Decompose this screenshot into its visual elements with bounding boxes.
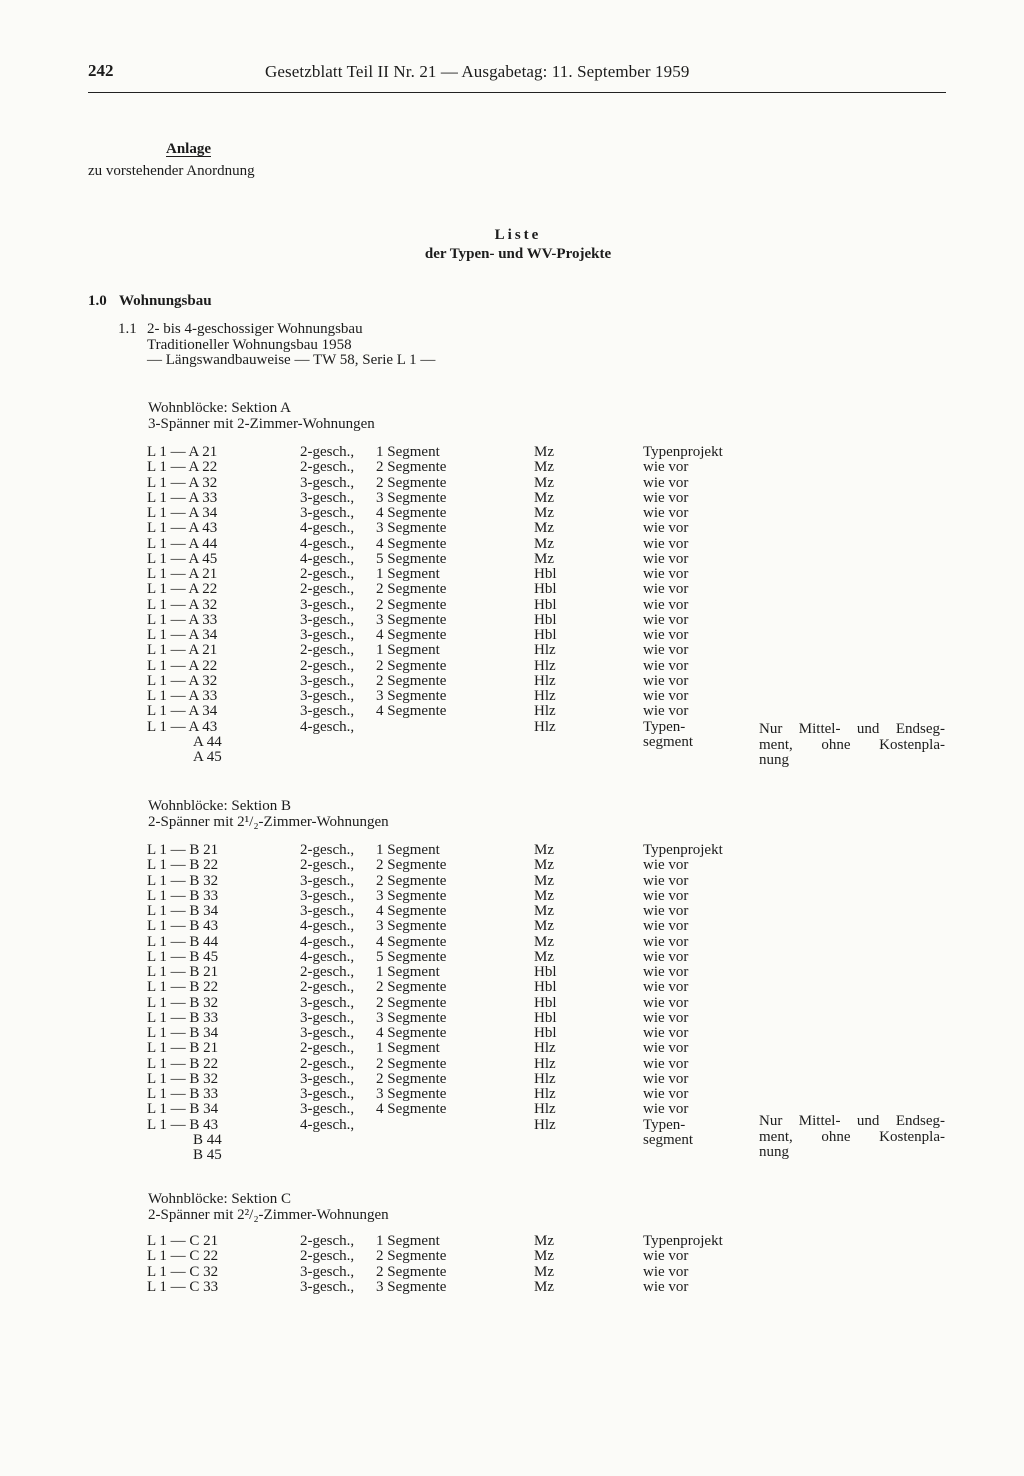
segments: 1 Segment: [376, 642, 440, 659]
material: Mz: [534, 872, 554, 889]
status: wie vor: [643, 688, 689, 704]
material: Mz: [534, 1263, 554, 1280]
project-code: L 1 — B 32: [147, 872, 219, 889]
project-code: A 45: [193, 749, 222, 765]
floors: 2-gesch.,: [300, 566, 355, 582]
subsection-line: 2- bis 4-geschossiger Wohnungsbau: [147, 321, 363, 337]
floors: 2-gesch.,: [300, 964, 355, 980]
table-row: [0, 643, 1024, 658]
project-code: L 1 — B 22: [147, 857, 219, 874]
status: wie vor: [643, 933, 689, 950]
project-code: L 1 — A 33: [147, 611, 218, 628]
status: wie vor: [643, 1040, 689, 1057]
status: wie vor: [643, 1086, 689, 1102]
material: Mz: [534, 535, 554, 552]
project-code: L 1 — A 34: [147, 505, 218, 521]
segments: 4 Segmente: [376, 703, 447, 720]
status: wie vor: [643, 1025, 689, 1041]
material: Mz: [534, 1278, 554, 1295]
status: wie vor: [643, 979, 689, 996]
floors: 3-gesch.,: [300, 872, 355, 889]
material: Hlz: [534, 657, 556, 674]
material: Hlz: [534, 1086, 556, 1102]
segments: 1 Segment: [376, 964, 440, 980]
project-code: L 1 — A 21: [147, 444, 218, 460]
project-code: L 1 — A 33: [147, 688, 218, 704]
material: Mz: [534, 1233, 554, 1249]
status: Typenprojekt: [643, 1233, 723, 1249]
table-row: [0, 1087, 1024, 1102]
material: Hlz: [534, 703, 556, 720]
project-code: L 1 — B 22: [147, 1055, 219, 1072]
status: wie vor: [643, 566, 689, 582]
table-row: [0, 628, 1024, 643]
material: Mz: [534, 489, 554, 506]
floors: 2-gesch.,: [300, 1248, 355, 1265]
segments: 3 Segmente: [376, 1086, 447, 1102]
segments: 3 Segmente: [376, 887, 447, 904]
table-row: [0, 460, 1024, 475]
material: Hlz: [534, 718, 556, 735]
segments: 2 Segmente: [376, 1263, 447, 1280]
table-row: [0, 996, 1024, 1011]
table-row: [0, 919, 1024, 934]
segments: 2 Segmente: [376, 857, 447, 874]
project-code: L 1 — A 22: [147, 657, 218, 674]
gazette-header-title: Gesetzblatt Teil II Nr. 21 — Ausgabetag: 11. September 1959: [265, 62, 690, 81]
note-line: Nur Mittel- und Endseg-: [759, 1113, 945, 1129]
floors: 2-gesch.,: [300, 842, 355, 858]
floors: 4-gesch.,: [300, 550, 355, 567]
floors: 3-gesch.,: [300, 887, 355, 904]
segments: 3 Segmente: [376, 688, 447, 704]
material: Hlz: [534, 1116, 556, 1133]
material: Mz: [534, 520, 554, 537]
floors: 2-gesch.,: [300, 581, 355, 598]
status: wie vor: [643, 1263, 689, 1280]
segments: 5 Segmente: [376, 550, 447, 567]
material: Hlz: [534, 1040, 556, 1057]
floors: 2-gesch.,: [300, 857, 355, 874]
table-row: [0, 935, 1024, 950]
floors: 3-gesch.,: [300, 505, 355, 521]
table-row: [0, 1057, 1024, 1072]
project-code: L 1 — A 43: [147, 718, 218, 735]
project-code: L 1 — A 32: [147, 474, 218, 491]
material: Mz: [534, 550, 554, 567]
material: Hbl: [534, 979, 557, 996]
status: wie vor: [643, 627, 689, 643]
subsection-line: Traditioneller Wohnungsbau 1958: [147, 337, 352, 353]
block-subheading: 2-Spänner mit 2¹/₂-Zimmer-Wohnungen: [148, 814, 389, 830]
block-heading: Wohnblöcke: Sektion C: [148, 1191, 291, 1207]
project-code: L 1 — B 34: [147, 903, 219, 919]
floors: 3-gesch.,: [300, 1101, 355, 1118]
note-line: Nur Mittel- und Endseg-: [759, 721, 945, 737]
table-row: [0, 889, 1024, 904]
floors: 4-gesch.,: [300, 948, 355, 965]
floors: 4-gesch.,: [300, 918, 355, 935]
segments: 4 Segmente: [376, 535, 447, 552]
material: Mz: [534, 918, 554, 935]
floors: 2-gesch.,: [300, 642, 355, 659]
segments: 2 Segmente: [376, 1248, 447, 1265]
status: wie vor: [643, 642, 689, 659]
material: Mz: [534, 505, 554, 521]
material: Mz: [534, 842, 554, 858]
floors: 2-gesch.,: [300, 1055, 355, 1072]
floors: 3-gesch.,: [300, 688, 355, 704]
status: wie vor: [643, 611, 689, 628]
table-row: [0, 1280, 1024, 1295]
list-title: Liste: [494, 227, 542, 243]
note-line: nung: [759, 1144, 789, 1160]
floors: 4-gesch.,: [300, 535, 355, 552]
annex-label: Anlage: [166, 141, 211, 157]
status: wie vor: [643, 672, 689, 689]
floors: 3-gesch.,: [300, 627, 355, 643]
table-row: [0, 476, 1024, 491]
status: wie vor: [643, 550, 689, 567]
status: wie vor: [643, 872, 689, 889]
status: wie vor: [643, 1278, 689, 1295]
page-number: 242: [88, 61, 114, 80]
material: Hbl: [534, 1025, 557, 1041]
status: wie vor: [643, 1055, 689, 1072]
floors: 3-gesch.,: [300, 1009, 355, 1026]
material: Hlz: [534, 1070, 556, 1087]
segments: 1 Segment: [376, 1233, 440, 1249]
list-subtitle: der Typen- und WV-Projekte: [424, 246, 612, 262]
material: Mz: [534, 474, 554, 491]
segments: 2 Segmente: [376, 1070, 447, 1087]
segments: 1 Segment: [376, 566, 440, 582]
status: wie vor: [643, 474, 689, 491]
material: Hbl: [534, 611, 557, 628]
segments: 3 Segmente: [376, 520, 447, 537]
project-code: L 1 — A 32: [147, 596, 218, 613]
project-code: L 1 — B 33: [147, 887, 219, 904]
project-code: L 1 — C 21: [147, 1233, 219, 1249]
floors: 2-gesch.,: [300, 1233, 355, 1249]
floors: 3-gesch.,: [300, 1263, 355, 1280]
project-code: L 1 — B 32: [147, 1070, 219, 1087]
table-row: [0, 689, 1024, 704]
status: segment: [643, 1131, 693, 1148]
material: Mz: [534, 948, 554, 965]
project-code: L 1 — C 33: [147, 1278, 219, 1295]
floors: 4-gesch.,: [300, 933, 355, 950]
project-code: B 45: [193, 1147, 222, 1163]
status: Typen-: [643, 1116, 686, 1133]
segments: 4 Segmente: [376, 1101, 447, 1118]
table-row: [0, 582, 1024, 597]
project-code: L 1 — B 22: [147, 979, 219, 996]
segments: 2 Segmente: [376, 596, 447, 613]
material: Mz: [534, 459, 554, 476]
project-code: L 1 — B 33: [147, 1086, 219, 1102]
status: wie vor: [643, 857, 689, 874]
project-code: L 1 — A 43: [147, 520, 218, 537]
status: wie vor: [643, 520, 689, 537]
table-row: [0, 1041, 1024, 1056]
segments: 3 Segmente: [376, 1278, 447, 1295]
segments: 2 Segmente: [376, 474, 447, 491]
status: wie vor: [643, 1009, 689, 1026]
status: wie vor: [643, 703, 689, 720]
section-number: 1.0: [88, 293, 107, 309]
material: Mz: [534, 887, 554, 904]
floors: 3-gesch.,: [300, 903, 355, 919]
floors: 3-gesch.,: [300, 474, 355, 491]
segments: 2 Segmente: [376, 672, 447, 689]
table-row: [0, 843, 1024, 858]
annex-subtitle: zu vorstehender Anordnung: [88, 163, 255, 179]
floors: 3-gesch.,: [300, 1025, 355, 1041]
floors: 2-gesch.,: [300, 444, 355, 460]
table-row: [0, 567, 1024, 582]
status: wie vor: [643, 535, 689, 552]
segments: 5 Segmente: [376, 948, 447, 965]
project-code: L 1 — B 44: [147, 933, 219, 950]
project-code: L 1 — B 34: [147, 1025, 219, 1041]
status: segment: [643, 733, 693, 750]
segments: 1 Segment: [376, 842, 440, 858]
floors: 4-gesch.,: [300, 1116, 355, 1133]
floors: 3-gesch.,: [300, 596, 355, 613]
segments: 4 Segmente: [376, 505, 447, 521]
table-row: [0, 445, 1024, 460]
floors: 2-gesch.,: [300, 979, 355, 996]
note-line: nung: [759, 752, 789, 768]
floors: 3-gesch.,: [300, 1278, 355, 1295]
status: Typenprojekt: [643, 444, 723, 460]
segments: 2 Segmente: [376, 994, 447, 1011]
status: wie vor: [643, 918, 689, 935]
project-code: L 1 — A 22: [147, 581, 218, 598]
floors: 2-gesch.,: [300, 459, 355, 476]
material: Mz: [534, 444, 554, 460]
floors: 3-gesch.,: [300, 994, 355, 1011]
project-code: L 1 — B 34: [147, 1101, 219, 1118]
status: wie vor: [643, 994, 689, 1011]
block-note: [759, 1114, 945, 1161]
project-code: L 1 — C 32: [147, 1263, 219, 1280]
floors: 2-gesch.,: [300, 657, 355, 674]
segments: 4 Segmente: [376, 903, 447, 919]
status: wie vor: [643, 1070, 689, 1087]
segments: 4 Segmente: [376, 1025, 447, 1041]
project-code: B 44: [193, 1131, 222, 1148]
table-row: [0, 704, 1024, 719]
table-row: [0, 874, 1024, 889]
table-row: [0, 552, 1024, 567]
project-code: L 1 — B 33: [147, 1009, 219, 1026]
material: Hbl: [534, 1009, 557, 1026]
status: wie vor: [643, 581, 689, 598]
floors: 4-gesch.,: [300, 718, 355, 735]
project-code: L 1 — A 22: [147, 459, 218, 476]
header-rule: [88, 92, 946, 93]
material: Hlz: [534, 1101, 556, 1118]
floors: 4-gesch.,: [300, 520, 355, 537]
material: Mz: [534, 933, 554, 950]
floors: 3-gesch.,: [300, 703, 355, 720]
material: Hlz: [534, 672, 556, 689]
project-code: L 1 — B 21: [147, 1040, 219, 1057]
material: Hbl: [534, 994, 557, 1011]
table-row: [0, 1249, 1024, 1264]
material: Mz: [534, 903, 554, 919]
material: Hbl: [534, 566, 557, 582]
project-code: L 1 — B 32: [147, 994, 219, 1011]
material: Hbl: [534, 964, 557, 980]
table-row: [0, 674, 1024, 689]
table-row: [0, 950, 1024, 965]
status: Typenprojekt: [643, 842, 723, 858]
table-row: [0, 491, 1024, 506]
material: Hbl: [534, 596, 557, 613]
block-heading: Wohnblöcke: Sektion A: [148, 400, 291, 416]
table-row: [0, 1265, 1024, 1280]
table-row: [0, 1234, 1024, 1249]
status: wie vor: [643, 505, 689, 521]
note-line: ment, ohne Kostenpla-: [759, 1128, 945, 1145]
segments: 3 Segmente: [376, 489, 447, 506]
segments: 2 Segmente: [376, 657, 447, 674]
status: wie vor: [643, 964, 689, 980]
segments: 3 Segmente: [376, 918, 447, 935]
subsection-number: 1.1: [118, 321, 137, 337]
table-row: [0, 904, 1024, 919]
status: wie vor: [643, 459, 689, 476]
segments: 2 Segmente: [376, 1055, 447, 1072]
block-subheading: 2-Spänner mit 2²/₂-Zimmer-Wohnungen: [148, 1207, 389, 1223]
material: Hlz: [534, 688, 556, 704]
project-code: L 1 — A 34: [147, 703, 218, 720]
material: Mz: [534, 1248, 554, 1265]
project-code: A 44: [193, 733, 222, 750]
project-code: L 1 — B 21: [147, 842, 219, 858]
table-row: [0, 965, 1024, 980]
status: wie vor: [643, 1248, 689, 1265]
material: Hbl: [534, 581, 557, 598]
segments: 4 Segmente: [376, 933, 447, 950]
project-code: L 1 — A 33: [147, 489, 218, 506]
status: wie vor: [643, 596, 689, 613]
segments: 1 Segment: [376, 444, 440, 460]
table-row: [0, 1072, 1024, 1087]
table-row: [0, 1011, 1024, 1026]
material: Hbl: [534, 627, 557, 643]
floors: 3-gesch.,: [300, 489, 355, 506]
segments: 3 Segmente: [376, 1009, 447, 1026]
segments: 2 Segmente: [376, 872, 447, 889]
project-code: L 1 — B 45: [147, 948, 219, 965]
section-title: Wohnungsbau: [119, 293, 212, 309]
floors: 3-gesch.,: [300, 611, 355, 628]
segments: 2 Segmente: [376, 581, 447, 598]
table-row: [0, 521, 1024, 536]
table-row: [0, 537, 1024, 552]
project-code: L 1 — A 21: [147, 566, 218, 582]
block-note: [759, 722, 945, 769]
table-row: [0, 613, 1024, 628]
project-code: L 1 — A 45: [147, 550, 218, 567]
project-code: L 1 — C 22: [147, 1248, 219, 1265]
segments: 1 Segment: [376, 1040, 440, 1057]
segments: 2 Segmente: [376, 979, 447, 996]
project-code: L 1 — B 43: [147, 1116, 219, 1133]
subsection-line: — Längswandbauweise — TW 58, Serie L 1 —: [147, 352, 436, 368]
project-code: L 1 — B 21: [147, 964, 219, 980]
project-code: L 1 — A 32: [147, 672, 218, 689]
table-row: [0, 1026, 1024, 1041]
status: Typen-: [643, 718, 686, 735]
table-row: [0, 506, 1024, 521]
material: Hlz: [534, 1055, 556, 1072]
floors: 3-gesch.,: [300, 1086, 355, 1102]
block-subheading: 3-Spänner mit 2-Zimmer-Wohnungen: [148, 416, 375, 432]
status: wie vor: [643, 489, 689, 506]
segments: 2 Segmente: [376, 459, 447, 476]
material: Mz: [534, 857, 554, 874]
project-code: L 1 — A 34: [147, 627, 218, 643]
floors: 2-gesch.,: [300, 1040, 355, 1057]
floors: 3-gesch.,: [300, 672, 355, 689]
status: wie vor: [643, 948, 689, 965]
project-code: L 1 — A 44: [147, 535, 218, 552]
floors: 3-gesch.,: [300, 1070, 355, 1087]
segments: 3 Segmente: [376, 611, 447, 628]
segments: 4 Segmente: [376, 627, 447, 643]
table-row: [0, 858, 1024, 873]
block-heading: Wohnblöcke: Sektion B: [148, 798, 291, 814]
material: Hlz: [534, 642, 556, 659]
status: wie vor: [643, 657, 689, 674]
note-line: ment, ohne Kostenpla-: [759, 736, 945, 753]
table-row: [0, 598, 1024, 613]
status: wie vor: [643, 1101, 689, 1118]
project-code: L 1 — A 21: [147, 642, 218, 659]
status: wie vor: [643, 887, 689, 904]
table-row: [0, 659, 1024, 674]
table-row: [0, 980, 1024, 995]
project-code: L 1 — B 43: [147, 918, 219, 935]
status: wie vor: [643, 903, 689, 919]
